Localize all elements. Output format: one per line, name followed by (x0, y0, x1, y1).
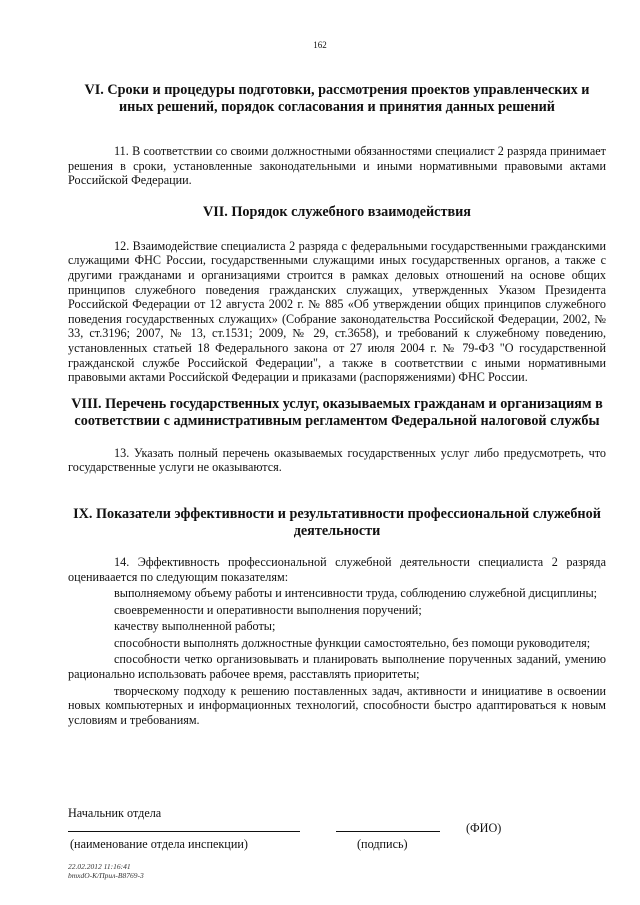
indicator-item: способности четко организовывать и планировать выполнение порученных заданий, умению рационально использовать рабочее время, расставлять приоритеты; (68, 652, 606, 682)
indicator-item: способности выполнять должностные функции самостоятельно, без помощи руководителя; (114, 635, 591, 650)
indicator-item: творческому подходу к решению поставленных задач, активности и инициативе в освоении новых компьютерных и информационных технологий, способности быстро адаптироваться к новым условиям и требованиям. (68, 683, 606, 727)
signature-line (336, 831, 440, 832)
fio-label: (ФИО) (466, 821, 502, 835)
footer-code (68, 862, 144, 880)
section-7-title: VII. Порядок служебного взаимодействия (203, 203, 471, 220)
section-6-title: VI. Сроки и процедуры подготовки, рассмотрения проектов управленческих и иных решений, порядок согласования и принятия данных решений (84, 82, 590, 115)
footer-timestamp: 22.02.2012 11:16:41 (68, 862, 131, 871)
section-8-title: VIII. Перечень государственных услуг, оказываемых гражданам и организациям в соответствии с административным регламентом Федеральной налоговой службы (71, 395, 603, 429)
document-body (68, 78, 606, 727)
paragraph-12: 12. Взаимодействие специалиста 2 разряда с федеральными государственными гражданскими служащими ФНС России, государственными служащими иных государственных органов, а также с другими гражданами и организациями строится в рамках деловых отношений на основе общих принципов служебного поведения гражданских служащих, утвержденных Указом Президента Российской Федерации от 12 августа 2002 г. № 885 «Об утверждении общих принципов служебного поведения государственных служащих» (Собрание законодательства Российской Федерации, 2002, № 33, ст.3196; 2007, № 13, ст.1531; 2009, № 29, ст.3658), и требований к служебному поведению, установленных статьей 18 Федерального закона от 27 июля 2004 г. № 79-ФЗ "О государственной гражданской службе Российской Федерации", а также в соответствии с иными нормативными правовыми актами Российской Федерации и приказами (распоряжениями) ФНС России. (68, 238, 606, 385)
paragraph-14: 14. Эффективность профессиональной служебной деятельности специалиста 2 разряда оцениваается по следующим показателям: (68, 554, 606, 584)
signature-position: Начальник отдела (68, 806, 162, 820)
signature-caption: (подпись) (357, 837, 408, 851)
section-9-title: IX. Показатели эффективности и результативности профессиональной служебной деятельности (73, 505, 601, 539)
paragraph-11: 11. В соответствии со своими должностными обязанностями специалист 2 разряда принимает решения в сроки, установленные законодательными и иными нормативными правовыми актами Российской Федерации. (68, 144, 606, 188)
indicator-item: качеству выполненной работы; (114, 619, 276, 634)
footer-document-code: bmxdO-K/Прил-B8769-3 (68, 871, 144, 880)
indicator-item: своевременности и оперативности выполнения поручений; (114, 602, 422, 617)
indicator-item: выполняемому объему работы и интенсивности труда, соблюдению служебной дисциплины; (114, 586, 598, 601)
page-number: 162 (313, 40, 327, 50)
department-caption: (наименование отдела инспекции) (70, 837, 248, 851)
paragraph-13: 13. Указать полный перечень оказываемых государственных услуг либо предусмотреть, что государственные услуги не оказываются. (68, 445, 606, 475)
department-line (68, 831, 300, 832)
